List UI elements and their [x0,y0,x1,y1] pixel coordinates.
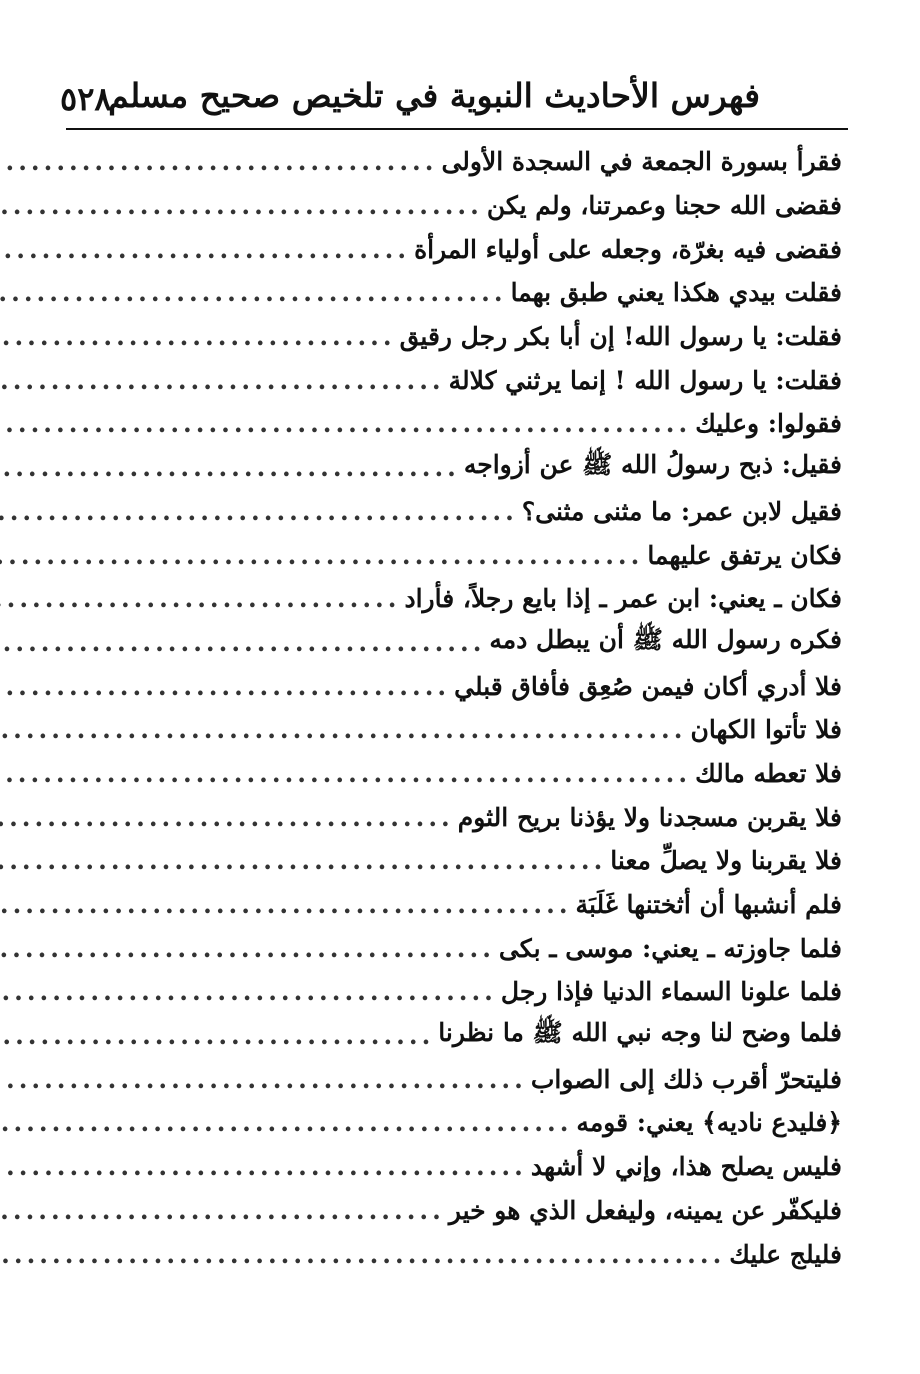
leader-dots [0,322,400,351]
hadith-text: فقيل لابن عمر: ما مثنى مثنى؟ [521,496,842,526]
hadith-text: فلا يقربنا ولا يصلِّ معنا [610,846,842,876]
index-entry [60,883,842,927]
hadith-text: فليكفّر عن يمينه، وليفعل الذي هو خير [448,1195,842,1225]
hadith-text: فلما علونا السماء الدنيا فإذا رجل [500,977,842,1007]
leader-dots [0,191,487,220]
leader-dots [0,453,464,482]
leader-dots [0,715,690,744]
hadith-text: فليتحرّ أقرب ذلك إلى الصواب [530,1064,842,1094]
hadith-text: فقيل: ذبح رسولُ الله ﷺ عن أزواجه [463,450,842,480]
index-entry [60,358,842,402]
hadith-text: فقضى الله حجنا وعمرتنا، ولم يكن [486,191,842,221]
page-header [60,70,860,130]
hadith-text: فقلت: يا رسول الله ! إنما يرثني كلالة [448,365,842,395]
page-title: فهرس الأحاديث النبوية في تلخيص صحيح مسلم [108,76,760,115]
hadith-text: فقضى فيه بغرّة، وجعله على أولياء المرأة [414,234,842,264]
leader-dots [0,934,499,963]
index-entry [60,621,842,665]
index-entry [60,926,842,970]
leader-dots [0,235,414,264]
index-entry [60,315,842,359]
leader-dots [0,1021,438,1050]
leader-dots [0,977,501,1006]
index-entry [60,533,842,577]
index-entry [60,1057,842,1101]
leader-dots [0,1240,729,1269]
hadith-text: فكان يرتفق عليهما [647,540,842,570]
index-entry [60,227,842,271]
leader-dots [0,1065,531,1094]
leader-dots [0,541,647,570]
hadith-text: فكره رسول الله ﷺ أن يبطل دمه [489,624,842,654]
index-entry [60,752,842,796]
index-entry [60,795,842,839]
leader-dots [0,628,489,657]
leader-dots [0,1152,531,1181]
leader-dots [0,147,441,176]
leader-dots [0,1108,576,1137]
index-entry [60,1189,842,1233]
leader-dots [0,409,695,438]
leader-dots [0,584,404,613]
index-entry [60,446,842,490]
index-entry [60,1014,842,1058]
leader-dots [0,890,576,919]
hadith-text: فكان ـ يعني: ابن عمر ـ إذا بايع رجلاً، فأراد [404,584,842,614]
hadith-text: فقلت بيدي هكذا يعني طبق بهما [510,278,842,308]
index-entry [60,839,842,883]
hadith-text: فقرأ بسورة الجمعة في السجدة الأولى [441,147,842,177]
hadith-text: فقولوا: وعليك [695,409,842,439]
index-entry [60,271,842,315]
hadith-text: فليلج عليك [729,1239,842,1269]
index-entry [60,140,842,184]
leader-dots [0,846,610,875]
hadith-text: فلا تعطه مالك [695,758,842,788]
index-entry [60,1145,842,1189]
index-entry [60,490,842,534]
hadith-text: فلا تأتوا الكهان [690,715,842,745]
header-rule [66,128,848,130]
leader-dots [0,1196,449,1225]
index-entry [60,970,842,1014]
index-entry [60,402,842,446]
index-entry [60,664,842,708]
hadith-text: ﴿فليدع ناديه﴾ يعني: قومه [576,1108,842,1138]
index-entry [60,1101,842,1145]
leader-dots [0,278,511,307]
hadith-text: فلا يقربن مسجدنا ولا يؤذنا بريح الثوم [457,802,842,832]
leader-dots [0,366,449,395]
leader-dots [0,759,695,788]
page-number: ٥٢٨ [60,80,112,118]
hadith-text: فلما وضح لنا وجه نبي الله ﷺ ما نظرنا [438,1018,842,1048]
hadith-text: فقلت: يا رسول الله! إن أبا بكر رجل رقيق [399,322,842,352]
hadith-text: فلا أدري أكان فيمن صُعِق فأفاق قبلي [454,671,842,701]
leader-dots [0,497,522,526]
hadith-text: فليس يصلح هذا، وإني لا أشهد [530,1152,842,1182]
hadith-text: فلم أنشبها أن أثختنها غَلَبَة [575,890,842,920]
index-entry [60,1232,842,1276]
index-entry [60,708,842,752]
leader-dots [0,803,458,832]
leader-dots [0,672,454,701]
hadith-index-list [60,140,842,1276]
hadith-text: فلما جاوزته ـ يعني: موسى ـ بكى [498,933,842,963]
index-entry [60,184,842,228]
index-entry [60,577,842,621]
